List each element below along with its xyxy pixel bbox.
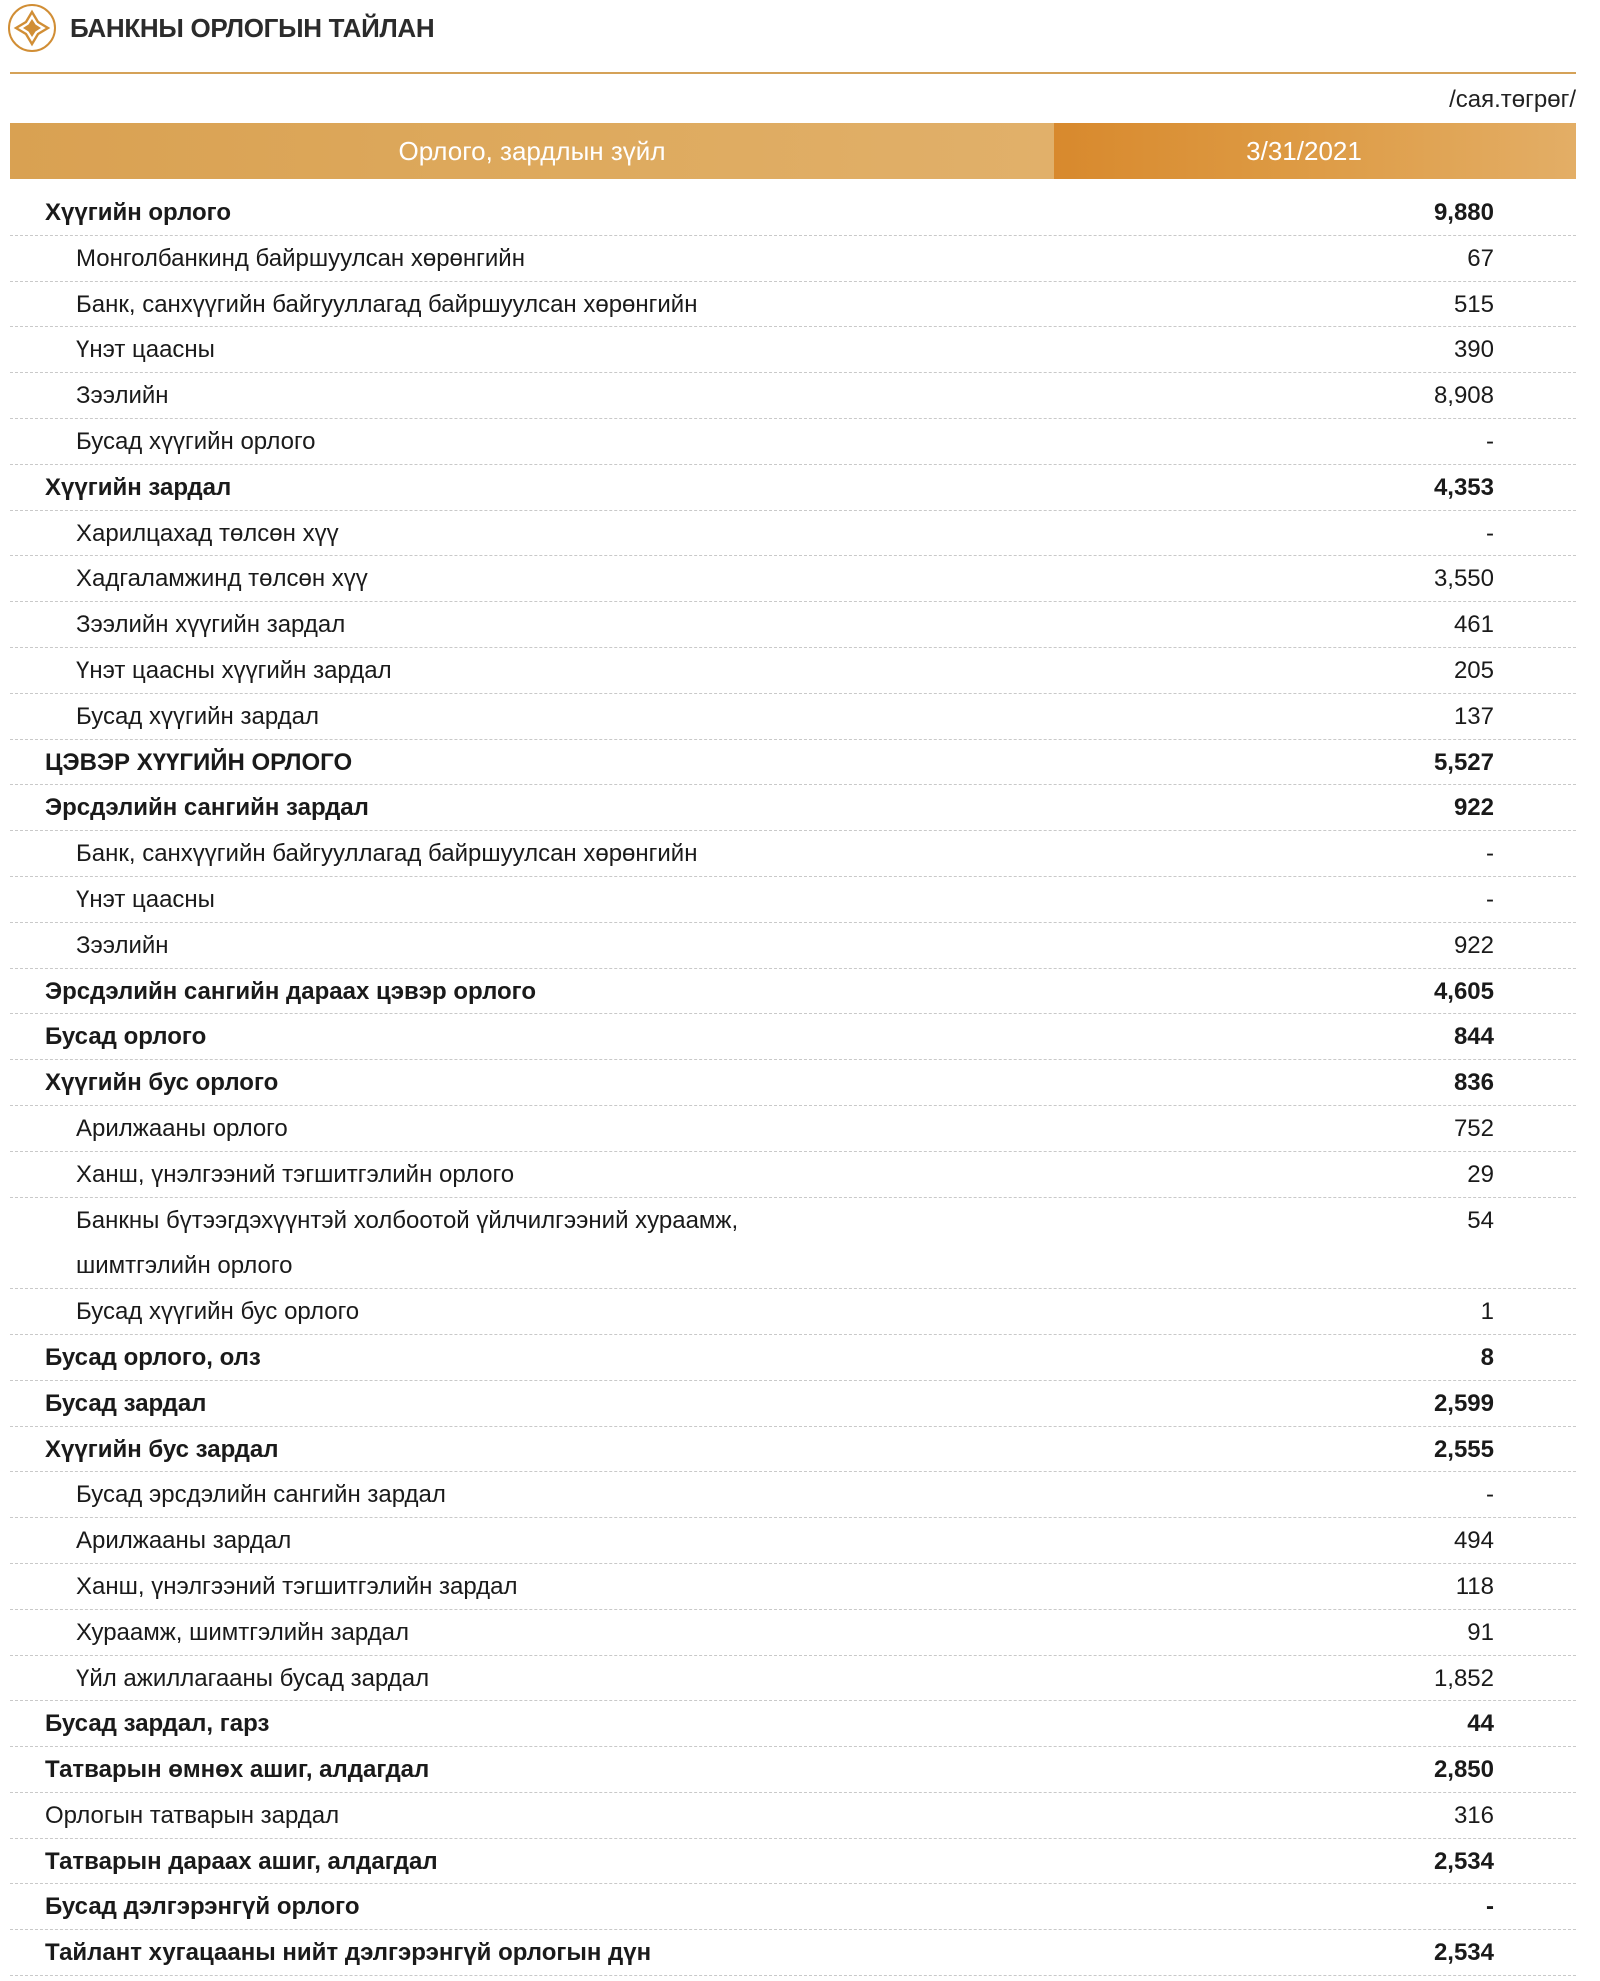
table-row <box>10 1610 1576 1656</box>
row-label <box>76 556 1076 602</box>
row-label <box>76 602 1076 648</box>
table-row <box>10 1472 1576 1518</box>
row-label-text: ЦЭВЭР ХҮҮГИЙН ОРЛОГО <box>45 748 353 776</box>
row-label-text: Бусад дэлгэрэнгүй орлого <box>45 1893 360 1921</box>
table-row <box>10 236 1576 282</box>
table-row <box>10 694 1576 740</box>
row-label <box>76 831 1076 877</box>
table-row <box>10 556 1576 602</box>
row-value: 4,605 <box>1433 977 1494 1005</box>
table-row <box>10 1564 1576 1610</box>
row-label-text: Үнэт цаасны хүүгийн зардал <box>76 656 392 684</box>
row-label-text: Арилжааны зардал <box>76 1527 292 1555</box>
row-value: 4,353 <box>1433 473 1494 501</box>
row-label <box>45 1839 1045 1885</box>
row-label-text: Хүүгийн бус орлого <box>45 1069 279 1097</box>
row-value: 1,852 <box>1433 1664 1494 1692</box>
row-label-text: Бусад орлого <box>45 1023 207 1051</box>
row-label-text: Бусад хүүгийн орлого <box>76 427 316 455</box>
row-label <box>45 190 1045 236</box>
row-label-text: Үнэт цаасны <box>76 336 215 364</box>
row-value: - <box>1486 519 1494 547</box>
table-row <box>10 785 1576 831</box>
row-value: 390 <box>1453 336 1494 364</box>
table-row <box>10 511 1576 557</box>
row-label <box>45 1427 1045 1473</box>
row-label <box>76 419 1076 465</box>
row-label <box>76 1289 1076 1335</box>
row-label-text: Үнэт цаасны <box>76 885 215 913</box>
row-label <box>45 1381 1045 1427</box>
row-label <box>76 1152 1076 1198</box>
row-value: 494 <box>1453 1527 1494 1555</box>
column-header-item: Орлого, зардлын зүйл <box>10 123 1054 179</box>
row-label-text: Бусад зардал, гарз <box>45 1710 270 1738</box>
row-label-text: Зээлийн хүүгийн зардал <box>76 611 346 639</box>
table-row <box>10 327 1576 373</box>
row-value: 8 <box>1480 1343 1494 1371</box>
row-label-text: Хадгаламжинд төлсөн хүү <box>76 565 368 593</box>
row-label <box>76 648 1076 694</box>
row-value: - <box>1486 1481 1494 1509</box>
row-label <box>76 282 1076 328</box>
row-label-text: Харилцахад төлсөн хүү <box>76 519 339 547</box>
row-label-text: Эрсдэлийн сангийн дараах цэвэр орлого <box>45 977 536 1005</box>
row-label-text: Бусад хүүгийн зардал <box>76 702 319 730</box>
row-value: 752 <box>1453 1114 1494 1142</box>
row-label <box>45 465 1045 511</box>
row-label-text: Монголбанкинд байршуулсан хөрөнгийн <box>76 244 525 272</box>
report-header <box>8 4 434 52</box>
row-value: - <box>1486 427 1494 455</box>
row-label-text: Хүүгийн бус зардал <box>45 1435 279 1463</box>
row-label <box>76 1610 1076 1656</box>
row-label <box>45 1747 1045 1793</box>
row-label <box>45 740 1045 786</box>
row-value: 461 <box>1453 611 1494 639</box>
row-value: 67 <box>1467 244 1494 272</box>
row-value: 44 <box>1467 1710 1494 1738</box>
row-label-text: Тайлант хугацааны нийт дэлгэрэнгүй орлогын дүн <box>45 1939 652 1967</box>
row-label <box>45 1335 1045 1381</box>
table-row <box>10 648 1576 694</box>
row-label-text: Хүүгийн орлого <box>45 199 232 226</box>
table-row <box>10 969 1576 1015</box>
row-value: 922 <box>1453 931 1494 959</box>
table-row <box>10 1335 1576 1381</box>
row-label-text: Бусад орлого, олз <box>45 1343 261 1371</box>
row-label-text: Ханш, үнэлгээний тэгшитгэлийн орлого <box>76 1160 515 1188</box>
table-row <box>10 1198 1576 1290</box>
row-label-text: Бусад эрсдэлийн сангийн зардал <box>76 1481 446 1509</box>
table-row <box>10 1701 1576 1747</box>
row-value: 5,527 <box>1433 748 1494 776</box>
row-label <box>76 373 1076 419</box>
table-row <box>10 1930 1576 1976</box>
table-row <box>10 877 1576 923</box>
row-label <box>45 1930 1045 1976</box>
row-label-text: Бусад хүүгийн бус орлого <box>76 1298 360 1326</box>
row-value: 316 <box>1453 1801 1494 1829</box>
table-row <box>10 1656 1576 1702</box>
row-label <box>45 1701 1045 1747</box>
row-value: 9,880 <box>1433 199 1494 226</box>
row-label <box>76 511 1076 557</box>
row-label <box>76 1656 1076 1702</box>
row-label <box>45 1793 1045 1839</box>
table-row <box>10 1518 1576 1564</box>
row-label <box>76 694 1076 740</box>
row-value: 844 <box>1453 1023 1494 1051</box>
row-label <box>76 877 1076 923</box>
row-label-text-continued: шимтгэлийн орлого <box>76 1252 293 1280</box>
row-label <box>76 1472 1076 1518</box>
row-label <box>45 1884 1045 1930</box>
table-row <box>10 1747 1576 1793</box>
header-divider <box>10 72 1576 74</box>
currency-unit: /сая.төгрөг/ <box>1449 86 1576 113</box>
row-value: 922 <box>1453 794 1494 822</box>
emblem-graphic <box>12 8 52 48</box>
row-value: - <box>1486 1893 1494 1921</box>
row-value: 29 <box>1467 1160 1494 1188</box>
row-label-text: Ханш, үнэлгээний тэгшитгэлийн зардал <box>76 1572 518 1600</box>
row-value: 2,599 <box>1433 1389 1494 1417</box>
row-label-text: Зээлийн <box>76 382 169 410</box>
row-label-text: Банкны бүтээгдэхүүнтэй холбоотой үйлчилгээний хураамж, <box>76 1206 739 1234</box>
row-label <box>76 923 1076 969</box>
row-label <box>45 1060 1045 1106</box>
table-row <box>10 1793 1576 1839</box>
table-row <box>10 1152 1576 1198</box>
table-row <box>10 282 1576 328</box>
table-row <box>10 1014 1576 1060</box>
table-header <box>10 123 1576 179</box>
table-row <box>10 1381 1576 1427</box>
row-label <box>76 1198 1076 1290</box>
row-label-text: Банк, санхүүгийн байгууллагад байршуулсан хөрөнгийн <box>76 840 698 868</box>
row-label <box>76 1106 1076 1152</box>
row-label-text: Үйл ажиллагааны бусад зардал <box>76 1664 430 1692</box>
row-value: 1 <box>1480 1298 1494 1326</box>
table-row <box>10 373 1576 419</box>
row-label <box>76 236 1076 282</box>
table-row <box>10 1884 1576 1930</box>
row-value: 2,555 <box>1433 1435 1494 1463</box>
table-row <box>10 1106 1576 1152</box>
table-row <box>10 419 1576 465</box>
table-row <box>10 1839 1576 1885</box>
row-label-text: Эрсдэлийн сангийн зардал <box>45 794 369 822</box>
row-label <box>76 1564 1076 1610</box>
column-header-date: 3/31/2021 <box>1054 123 1576 179</box>
row-value: 118 <box>1455 1572 1494 1600</box>
row-value: 137 <box>1453 702 1494 730</box>
row-value: - <box>1486 840 1494 868</box>
row-value: 515 <box>1453 290 1494 318</box>
table-row <box>10 1289 1576 1335</box>
row-label-text: Татварын өмнөх ашиг, алдагдал <box>45 1756 430 1784</box>
row-value: 2,850 <box>1433 1756 1494 1784</box>
table-row <box>10 465 1576 511</box>
table-row <box>10 1060 1576 1106</box>
row-value: 3,550 <box>1433 565 1494 593</box>
row-label <box>45 969 1045 1015</box>
table-row <box>10 1427 1576 1473</box>
row-label <box>76 327 1076 373</box>
row-label <box>45 785 1045 831</box>
row-value: 2,534 <box>1433 1939 1494 1967</box>
row-label-text: Татварын дараах ашиг, алдагдал <box>45 1847 438 1875</box>
bank-emblem-icon <box>8 4 56 52</box>
row-value: 2,534 <box>1433 1847 1494 1875</box>
report-title: БАНКНЫ ОРЛОГЫН ТАЙЛАН <box>70 12 435 43</box>
row-value: 8,908 <box>1433 382 1494 410</box>
table-row <box>10 831 1576 877</box>
row-label <box>76 1518 1076 1564</box>
row-value: 91 <box>1467 1618 1494 1646</box>
row-label-text: Бусад зардал <box>45 1389 207 1417</box>
row-label-text: Хураамж, шимтгэлийн зардал <box>76 1618 410 1646</box>
row-value: 836 <box>1453 1069 1494 1097</box>
table-row <box>10 190 1576 236</box>
row-label-text: Зээлийн <box>76 931 169 959</box>
table-row <box>10 740 1576 786</box>
row-label-text: Орлогын татварын зардал <box>45 1801 340 1829</box>
row-label-text: Хүүгийн зардал <box>45 473 232 501</box>
table-row <box>10 923 1576 969</box>
row-label <box>45 1014 1045 1060</box>
table-row <box>10 602 1576 648</box>
row-value: 54 <box>1467 1206 1494 1234</box>
row-label-text: Банк, санхүүгийн байгууллагад байршуулсан хөрөнгийн <box>76 290 698 318</box>
row-value: 205 <box>1453 656 1494 684</box>
row-value: - <box>1486 885 1494 913</box>
row-label-text: Арилжааны орлого <box>76 1114 288 1142</box>
income-statement-table <box>10 190 1576 1976</box>
